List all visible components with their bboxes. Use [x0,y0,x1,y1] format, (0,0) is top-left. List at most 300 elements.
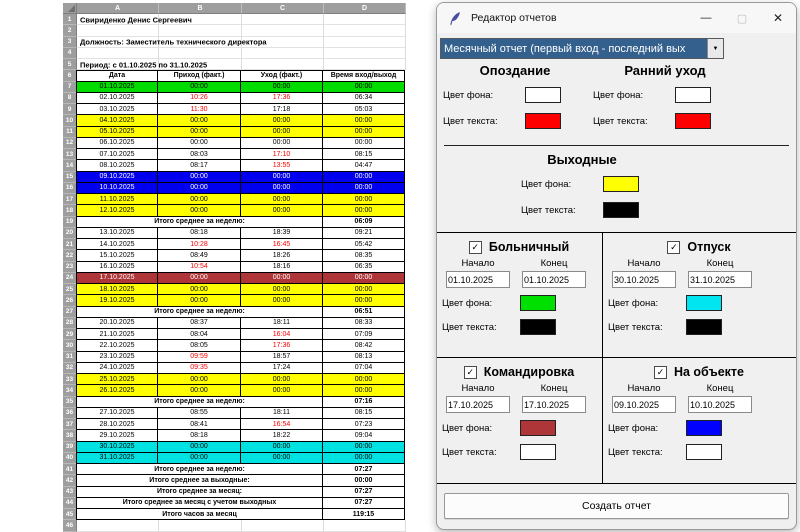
total-cell[interactable]: 07:09 [323,329,405,340]
arrival-cell[interactable]: 00:00 [158,127,241,138]
date-cell[interactable]: 31.10.2025 [76,453,158,464]
sheet-row [63,475,406,486]
total-cell[interactable]: 00:00 [323,205,405,216]
row-number[interactable]: 5 [63,59,77,70]
row-number[interactable]: 44 [63,498,77,509]
weekend-text-swatch[interactable] [603,202,639,218]
arrival-cell[interactable]: 00:00 [158,273,241,284]
departure-cell[interactable]: 18:16 [241,262,323,273]
onsite-bg-swatch[interactable] [686,420,722,436]
bg-color-label: Цвет фона: [593,89,644,101]
sheet-info-text: Должность: Заместитель технического директора [80,37,267,47]
row-number[interactable]: 40 [63,453,77,464]
departure-cell[interactable]: 00:00 [241,172,323,183]
row-number[interactable]: 2 [63,25,77,36]
total-cell[interactable]: 00:00 [323,127,405,138]
departure-cell[interactable]: 00:00 [241,194,323,205]
empty-cell[interactable] [242,14,324,25]
date-cell[interactable]: 19.10.2025 [76,295,158,306]
vacation-section [603,233,796,358]
date-cell[interactable]: 14.10.2025 [76,239,158,250]
row-number[interactable]: 24 [63,273,77,284]
sheet-row [63,340,406,351]
bg-color-label: Цвет фона: [442,297,493,309]
total-cell[interactable]: 00:00 [323,194,405,205]
departure-cell[interactable]: 00:00 [241,374,323,385]
early-bg-swatch[interactable] [675,87,711,103]
total-cell[interactable]: 00:00 [323,385,405,396]
departure-cell[interactable]: 17:24 [241,363,323,374]
early-text-swatch[interactable] [675,113,711,129]
row-number[interactable]: 15 [63,172,77,183]
total-cell[interactable]: 08:15 [323,149,405,160]
total-cell[interactable]: 00:00 [323,273,405,284]
summary-value-cell[interactable]: 00:00 [323,475,405,486]
arrival-cell[interactable]: 10:54 [158,262,241,273]
row-number[interactable]: 33 [63,374,77,385]
summary-value-cell[interactable]: 06:51 [323,307,405,318]
date-cell[interactable]: 03.10.2025 [76,104,158,115]
arrival-cell[interactable]: 11:30 [158,104,241,115]
bg-color-label: Цвет фона: [443,89,494,101]
weekend-bg-swatch[interactable] [603,176,639,192]
row-number[interactable]: 19 [63,217,77,228]
empty-cell[interactable] [324,48,406,59]
empty-cell[interactable] [324,25,406,36]
sheet-row [63,115,406,126]
total-cell[interactable]: 08:33 [323,318,405,329]
sheet-row [63,37,406,48]
grid-row [77,37,406,48]
on-site-section [603,358,796,483]
minimize-button[interactable]: — [700,12,712,24]
arrival-cell[interactable]: 09:35 [158,363,241,374]
row-number[interactable]: 26 [63,295,77,306]
date-cell[interactable]: 18.10.2025 [76,284,158,295]
summary-label-cell[interactable]: Итого среднее за месяц с учетом выходных [76,498,323,509]
sheet-row [63,172,406,183]
row-number[interactable]: 18 [63,205,77,216]
empty-cell[interactable] [77,520,159,531]
trip-checkbox[interactable] [464,366,477,379]
window-controls [688,3,796,33]
row-number[interactable]: 8 [63,93,77,104]
row-number[interactable]: 35 [63,397,77,408]
end-label: Конец [540,383,568,394]
date-cell[interactable]: 24.10.2025 [76,363,158,374]
row-number[interactable]: 12 [63,138,77,149]
total-cell[interactable]: 08:13 [323,352,405,363]
departure-cell[interactable]: 00:00 [241,138,323,149]
total-cell[interactable]: 06:34 [323,93,405,104]
arrival-cell[interactable]: 00:00 [158,183,241,194]
empty-cell[interactable] [77,48,159,59]
total-cell[interactable]: 00:00 [323,138,405,149]
departure-cell[interactable]: 18:26 [241,250,323,261]
row-number[interactable]: 28 [63,318,77,329]
arrival-cell[interactable]: 00:00 [158,453,241,464]
arrival-cell[interactable]: 00:00 [158,172,241,183]
total-cell[interactable]: 00:00 [323,82,405,93]
summary-label-cell[interactable]: Итого среднее за выходные: [76,475,323,486]
departure-cell[interactable]: 13:55 [241,160,323,171]
arrival-cell[interactable]: 08:05 [158,340,241,351]
row-number[interactable]: 25 [63,284,77,295]
column-header-D[interactable]: D [324,3,406,14]
date-cell[interactable]: 27.10.2025 [76,408,158,419]
create-report-button[interactable]: Создать отчет [444,493,789,519]
departure-cell[interactable]: 18:11 [241,408,323,419]
departure-cell[interactable]: 18:22 [241,430,323,441]
empty-cell[interactable] [324,59,406,70]
row-number[interactable]: 9 [63,104,77,115]
sick-checkbox[interactable] [469,241,482,254]
spreadsheet-rows [63,14,406,532]
onsite-text-swatch[interactable] [686,444,722,460]
onsite-checkbox[interactable] [654,366,667,379]
date-cell[interactable]: 04.10.2025 [76,115,158,126]
summary-value-cell[interactable]: 07:27 [323,487,405,498]
arrival-cell[interactable]: 10:26 [158,93,241,104]
empty-cell[interactable] [159,48,242,59]
row-number[interactable]: 10 [63,115,77,126]
date-cell[interactable]: 11.10.2025 [76,194,158,205]
arrival-cell[interactable]: 08:37 [158,318,241,329]
empty-cell[interactable] [242,48,324,59]
empty-cell[interactable] [242,59,324,70]
grid-row [77,48,406,59]
row-number[interactable]: 16 [63,183,77,194]
arrival-cell[interactable]: 10:28 [158,239,241,250]
summary-value-cell[interactable]: 07:27 [323,464,405,475]
table-header-cell[interactable]: Дата [76,70,158,81]
departure-cell[interactable]: 16:04 [241,329,323,340]
departure-cell[interactable]: 00:00 [241,295,323,306]
column-header-A[interactable]: A [77,3,159,14]
arrival-cell[interactable]: 00:00 [158,115,241,126]
sheet-row [63,205,406,216]
text-color-label: Цвет текста: [608,446,663,458]
date-cell[interactable]: 09.10.2025 [76,172,158,183]
summary-label-cell[interactable]: Итого среднее за месяц: [76,487,323,498]
sheet-row [63,250,406,261]
sheet-row [63,363,406,374]
sick-text-swatch[interactable] [520,319,556,335]
row-number[interactable]: 45 [63,509,77,520]
table-header-cell[interactable]: Приход (факт.) [158,70,241,81]
total-cell[interactable]: 06:35 [323,262,405,273]
departure-cell[interactable]: 00:00 [241,205,323,216]
date-cell[interactable]: 13.10.2025 [76,228,158,239]
departure-cell[interactable]: 00:00 [241,284,323,295]
departure-cell[interactable]: 00:00 [241,183,323,194]
date-cell[interactable]: 23.10.2025 [76,352,158,363]
departure-cell[interactable]: 17:18 [241,104,323,115]
sheet-row [63,430,406,441]
empty-cell[interactable] [242,25,324,36]
departure-cell[interactable]: 18:57 [241,352,323,363]
date-cell[interactable]: 07.10.2025 [76,149,158,160]
sick-start-input[interactable] [446,271,510,288]
arrival-cell[interactable]: 00:00 [158,284,241,295]
bg-color-label: Цвет фона: [521,178,572,190]
total-cell[interactable]: 00:00 [323,284,405,295]
sick-bg-swatch[interactable] [520,295,556,311]
vacation-checkbox[interactable] [667,241,680,254]
check-icon: ✓ [670,241,678,252]
select-all-corner[interactable] [63,3,77,14]
arrival-cell[interactable]: 08:49 [158,250,241,261]
date-cell[interactable]: 05.10.2025 [76,127,158,138]
row-number[interactable]: 42 [63,475,77,486]
arrival-cell[interactable]: 00:00 [158,385,241,396]
summary-label-cell[interactable]: Итого среднее за неделю: [76,217,323,228]
date-cell[interactable]: 20.10.2025 [76,318,158,329]
departure-cell[interactable]: 18:11 [241,318,323,329]
dropdown-arrow-icon[interactable]: ▼ [707,39,723,58]
start-label: Начало [627,258,661,269]
departure-cell[interactable]: 00:00 [241,385,323,396]
departure-cell[interactable]: 00:00 [241,127,323,138]
date-cell[interactable]: 22.10.2025 [76,340,158,351]
date-cell[interactable]: 02.10.2025 [76,93,158,104]
arrival-cell[interactable]: 09:59 [158,352,241,363]
sheet-row [63,149,406,160]
close-button[interactable]: ✕ [772,11,784,25]
row-number[interactable]: 21 [63,239,77,250]
vacation-text-swatch[interactable] [686,319,722,335]
section-title: Опоздание [479,63,551,78]
row-number[interactable]: 4 [63,48,77,59]
report-type-dropdown[interactable] [440,38,724,59]
row-number[interactable]: 6 [63,70,77,81]
row-number[interactable]: 46 [63,520,77,531]
trip-start-input[interactable] [446,396,510,413]
sheet-row [63,408,406,419]
date-cell[interactable]: 25.10.2025 [76,374,158,385]
column-header-C[interactable]: C [242,3,324,14]
date-cell[interactable]: 28.10.2025 [76,419,158,430]
arrival-cell[interactable]: 00:00 [158,82,241,93]
summary-value-cell[interactable]: 07:16 [323,397,405,408]
row-number[interactable]: 43 [63,487,77,498]
sheet-row [63,217,406,228]
empty-cell[interactable] [242,520,324,531]
total-cell[interactable]: 00:00 [323,172,405,183]
empty-cell[interactable] [159,520,242,531]
summary-label-cell[interactable]: Итого среднее за неделю: [76,307,323,318]
vacation-start-input[interactable] [612,271,676,288]
arrival-cell[interactable]: 00:00 [158,205,241,216]
date-cell[interactable]: 08.10.2025 [76,160,158,171]
row-number[interactable]: 1 [63,14,77,25]
start-label: Начало [461,258,495,269]
sheet-row [63,70,406,81]
onsite-start-input[interactable] [612,396,676,413]
arrival-cell[interactable]: 08:18 [158,430,241,441]
departure-cell[interactable]: 00:00 [241,82,323,93]
sheet-row [63,295,406,306]
total-cell[interactable]: 09:04 [323,430,405,441]
sheet-info-text: Свириденко Денис Сергеевич [80,15,192,25]
date-cell[interactable]: 30.10.2025 [76,442,158,453]
row-number[interactable]: 7 [63,82,77,93]
empty-cell[interactable] [159,25,242,36]
section-title: Больничный [488,240,570,254]
arrival-cell[interactable]: 00:00 [158,194,241,205]
early-leave-section [587,59,737,139]
row-number[interactable]: 20 [63,228,77,239]
late-text-swatch[interactable] [525,113,561,129]
late-section [437,59,587,139]
row-number[interactable]: 37 [63,419,77,430]
row-number[interactable]: 30 [63,340,77,351]
sheet-row [63,104,406,115]
date-cell[interactable]: 10.10.2025 [76,183,158,194]
total-cell[interactable]: 08:15 [323,408,405,419]
departure-cell[interactable]: 17:10 [241,149,323,160]
summary-value-cell[interactable]: 07:27 [323,498,405,509]
row-number[interactable]: 23 [63,262,77,273]
text-color-label: Цвет текста: [443,115,498,127]
date-cell[interactable]: 29.10.2025 [76,430,158,441]
grid-row [77,59,406,70]
row-number[interactable]: 11 [63,127,77,138]
sheet-row [63,48,406,59]
row-number[interactable]: 34 [63,385,77,396]
onsite-end-input[interactable] [688,396,752,413]
departure-cell[interactable]: 17:36 [241,93,323,104]
end-label: Конец [706,383,734,394]
summary-value-cell[interactable]: 119:15 [323,509,405,520]
departure-cell[interactable]: 16:54 [241,419,323,430]
total-cell[interactable]: 08:35 [323,250,405,261]
summary-value-cell[interactable]: 06:09 [323,217,405,228]
row-number[interactable]: 31 [63,352,77,363]
sick-end-input[interactable] [522,271,586,288]
report-type-row [437,33,796,59]
summary-label-cell[interactable]: Итого часов за месяц [76,509,323,520]
trip-text-swatch[interactable] [520,444,556,460]
trip-bg-swatch[interactable] [520,420,556,436]
row-number[interactable]: 39 [63,442,77,453]
period-sections-grid [437,232,796,484]
sheet-row [63,14,406,25]
date-cell[interactable]: 01.10.2025 [76,82,158,93]
arrival-cell[interactable]: 08:18 [158,228,241,239]
text-color-label: Цвет текста: [442,446,497,458]
row-number[interactable]: 41 [63,464,77,475]
total-cell[interactable]: 00:00 [323,115,405,126]
departure-cell[interactable]: 17:36 [241,340,323,351]
arrival-cell[interactable]: 00:00 [158,138,241,149]
column-header-B[interactable]: B [159,3,242,14]
arrival-cell[interactable]: 08:55 [158,408,241,419]
total-cell[interactable]: 00:00 [323,453,405,464]
total-cell[interactable]: 09:21 [323,228,405,239]
dropdown-selected-value[interactable]: Месячный отчет (первый вход - последний вых [441,39,707,58]
empty-cell[interactable] [324,14,406,25]
arrival-cell[interactable]: 00:00 [158,295,241,306]
row-number[interactable]: 14 [63,160,77,171]
late-bg-swatch[interactable] [525,87,561,103]
python-feather-icon [448,11,462,26]
vacation-end-input[interactable] [688,271,752,288]
total-cell[interactable]: 04:47 [323,160,405,171]
total-cell[interactable]: 00:00 [323,295,405,306]
departure-cell[interactable]: 18:39 [241,228,323,239]
total-cell[interactable]: 05:03 [323,104,405,115]
row-number[interactable]: 22 [63,250,77,261]
total-cell[interactable]: 00:00 [323,183,405,194]
sheet-row [63,262,406,273]
departure-cell[interactable]: 00:00 [241,273,323,284]
vacation-bg-swatch[interactable] [686,295,722,311]
arrival-cell[interactable]: 08:04 [158,329,241,340]
arrival-cell[interactable]: 08:03 [158,149,241,160]
total-cell[interactable]: 08:42 [323,340,405,351]
date-cell[interactable]: 16.10.2025 [76,262,158,273]
departure-cell[interactable]: 00:00 [241,115,323,126]
sheet-row [63,520,406,531]
arrival-cell[interactable]: 08:41 [158,419,241,430]
row-number[interactable]: 3 [63,37,77,48]
titlebar[interactable] [437,3,796,33]
row-number[interactable]: 27 [63,307,77,318]
sheet-row [63,273,406,284]
text-color-label: Цвет текста: [593,115,648,127]
summary-label-cell[interactable]: Итого среднее за неделю: [76,464,323,475]
total-cell[interactable]: 00:00 [323,374,405,385]
date-cell[interactable]: 21.10.2025 [76,329,158,340]
empty-cell[interactable] [324,37,406,48]
total-cell[interactable]: 05:42 [323,239,405,250]
maximize-button[interactable]: ▢ [736,12,748,25]
summary-label-cell[interactable]: Итого среднее за неделю: [76,397,323,408]
departure-cell[interactable]: 00:00 [241,453,323,464]
departure-cell[interactable]: 16:45 [241,239,323,250]
sheet-row [63,183,406,194]
date-cell[interactable]: 12.10.2025 [76,205,158,216]
sheet-row [63,397,406,408]
date-cell[interactable]: 26.10.2025 [76,385,158,396]
date-cell[interactable]: 06.10.2025 [76,138,158,149]
date-cell[interactable]: 17.10.2025 [76,273,158,284]
arrival-cell[interactable]: 08:17 [158,160,241,171]
table-header-cell[interactable]: Уход (факт.) [241,70,323,81]
row-number[interactable]: 36 [63,408,77,419]
arrival-cell[interactable]: 00:00 [158,374,241,385]
row-number[interactable]: 13 [63,149,77,160]
table-header-cell[interactable]: Время вход/выход [323,70,405,81]
total-cell[interactable]: 07:23 [323,419,405,430]
row-number[interactable]: 32 [63,363,77,374]
section-title: Отпуск [687,240,731,254]
row-number[interactable]: 38 [63,430,77,441]
row-number[interactable]: 29 [63,329,77,340]
total-cell[interactable]: 07:04 [323,363,405,374]
arrival-cell[interactable]: 00:00 [158,442,241,453]
date-cell[interactable]: 15.10.2025 [76,250,158,261]
text-color-label: Цвет текста: [442,321,497,333]
total-cell[interactable]: 00:00 [323,442,405,453]
sheet-row [63,509,406,520]
trip-end-input[interactable] [522,396,586,413]
empty-cell[interactable] [77,25,159,36]
empty-cell[interactable] [324,520,406,531]
row-number[interactable]: 17 [63,194,77,205]
departure-cell[interactable]: 00:00 [241,442,323,453]
